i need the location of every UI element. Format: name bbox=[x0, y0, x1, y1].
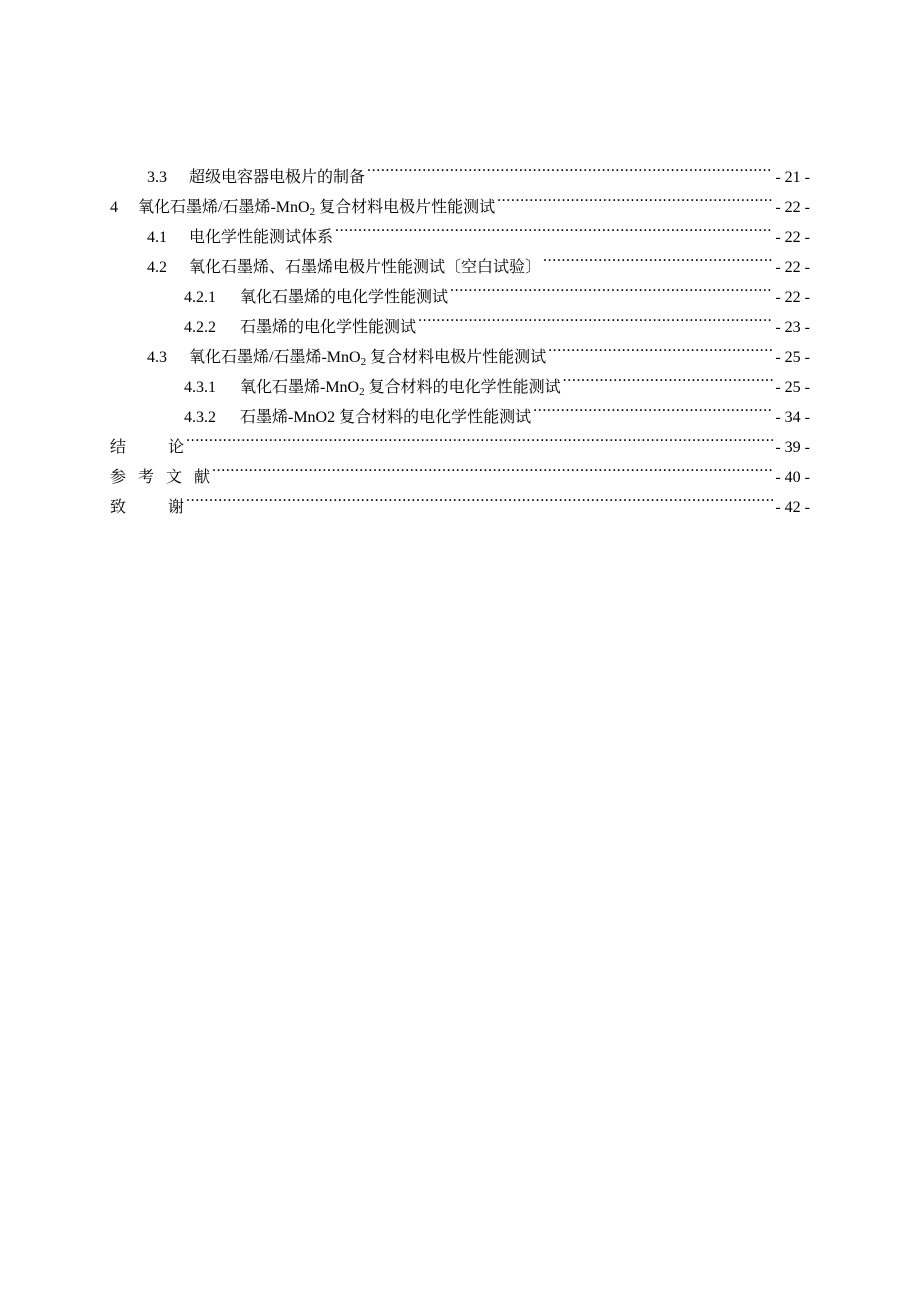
section-number: 4.3.2 bbox=[184, 409, 216, 426]
section-title: 石墨烯-MnO2 复合材料的电化学性能测试 bbox=[240, 409, 532, 426]
page-number: - 39 - bbox=[775, 439, 810, 456]
section-title: 氧化石墨烯的电化学性能测试 bbox=[240, 289, 449, 306]
dot-leader bbox=[548, 332, 773, 362]
dot-leader bbox=[335, 212, 773, 242]
dot-leader bbox=[367, 152, 773, 182]
toc-entry-references[interactable] bbox=[110, 452, 810, 486]
toc-entry-conclusion[interactable] bbox=[110, 422, 810, 456]
page-number: - 34 - bbox=[775, 409, 810, 426]
section-title: 结 论 bbox=[110, 439, 184, 456]
section-title: 氧化石墨烯/石墨烯-MnO$_2$ 复合材料电极片性能测试 bbox=[138, 199, 496, 218]
subscript: 2 bbox=[309, 206, 316, 218]
dot-leader bbox=[563, 362, 774, 392]
dot-leader bbox=[212, 452, 773, 482]
dot-leader bbox=[418, 302, 773, 332]
subscript: 2 bbox=[359, 386, 365, 398]
page-number: - 22 - bbox=[775, 289, 810, 306]
page-number: - 22 - bbox=[775, 199, 810, 216]
section-number: 3.3 bbox=[147, 169, 167, 186]
page-number: - 25 - bbox=[775, 349, 810, 366]
section-title: 氧化石墨烯、石墨烯电极片性能测试〔空白试验〕 bbox=[189, 259, 542, 276]
section-number: 4.1 bbox=[147, 229, 167, 246]
section-number: 4 bbox=[110, 199, 118, 216]
section-title: 致 谢 bbox=[110, 499, 184, 516]
section-number: 4.2 bbox=[147, 259, 167, 276]
section-number: 4.3 bbox=[147, 349, 167, 366]
section-title: 参 考 文 献 bbox=[110, 469, 210, 486]
subscript: 2 bbox=[360, 356, 367, 368]
section-title: 超级电容器电极片的制备 bbox=[189, 169, 366, 186]
dot-leader bbox=[497, 182, 773, 212]
page-number: - 42 - bbox=[775, 499, 810, 516]
page-number: - 22 - bbox=[775, 229, 810, 246]
section-number: 4.2.1 bbox=[184, 289, 216, 306]
page-number: - 25 - bbox=[775, 379, 810, 396]
table-of-contents bbox=[110, 152, 810, 516]
section-title: 氧化石墨烯-MnO$_2$ 复合材料的电化学性能测试 bbox=[240, 379, 561, 398]
toc-entry-3-3[interactable] bbox=[110, 152, 810, 186]
dot-leader bbox=[450, 272, 773, 302]
section-title: 电化学性能测试体系 bbox=[189, 229, 334, 246]
dot-leader bbox=[186, 482, 773, 512]
dot-leader bbox=[533, 392, 773, 422]
page-number: - 40 - bbox=[775, 469, 810, 486]
section-title: 石墨烯的电化学性能测试 bbox=[240, 319, 417, 336]
page-number: - 22 - bbox=[775, 259, 810, 276]
dot-leader bbox=[186, 422, 773, 452]
section-number: 4.2.2 bbox=[184, 319, 216, 336]
toc-entry-acknowledgements[interactable] bbox=[110, 482, 810, 516]
page-number: - 21 - bbox=[775, 169, 810, 186]
section-number: 4.3.1 bbox=[184, 379, 216, 396]
dot-leader bbox=[543, 242, 773, 272]
section-title: 氧化石墨烯/石墨烯-MnO$_2$ 复合材料电极片性能测试 bbox=[189, 349, 547, 368]
page-number: - 23 - bbox=[775, 319, 810, 336]
